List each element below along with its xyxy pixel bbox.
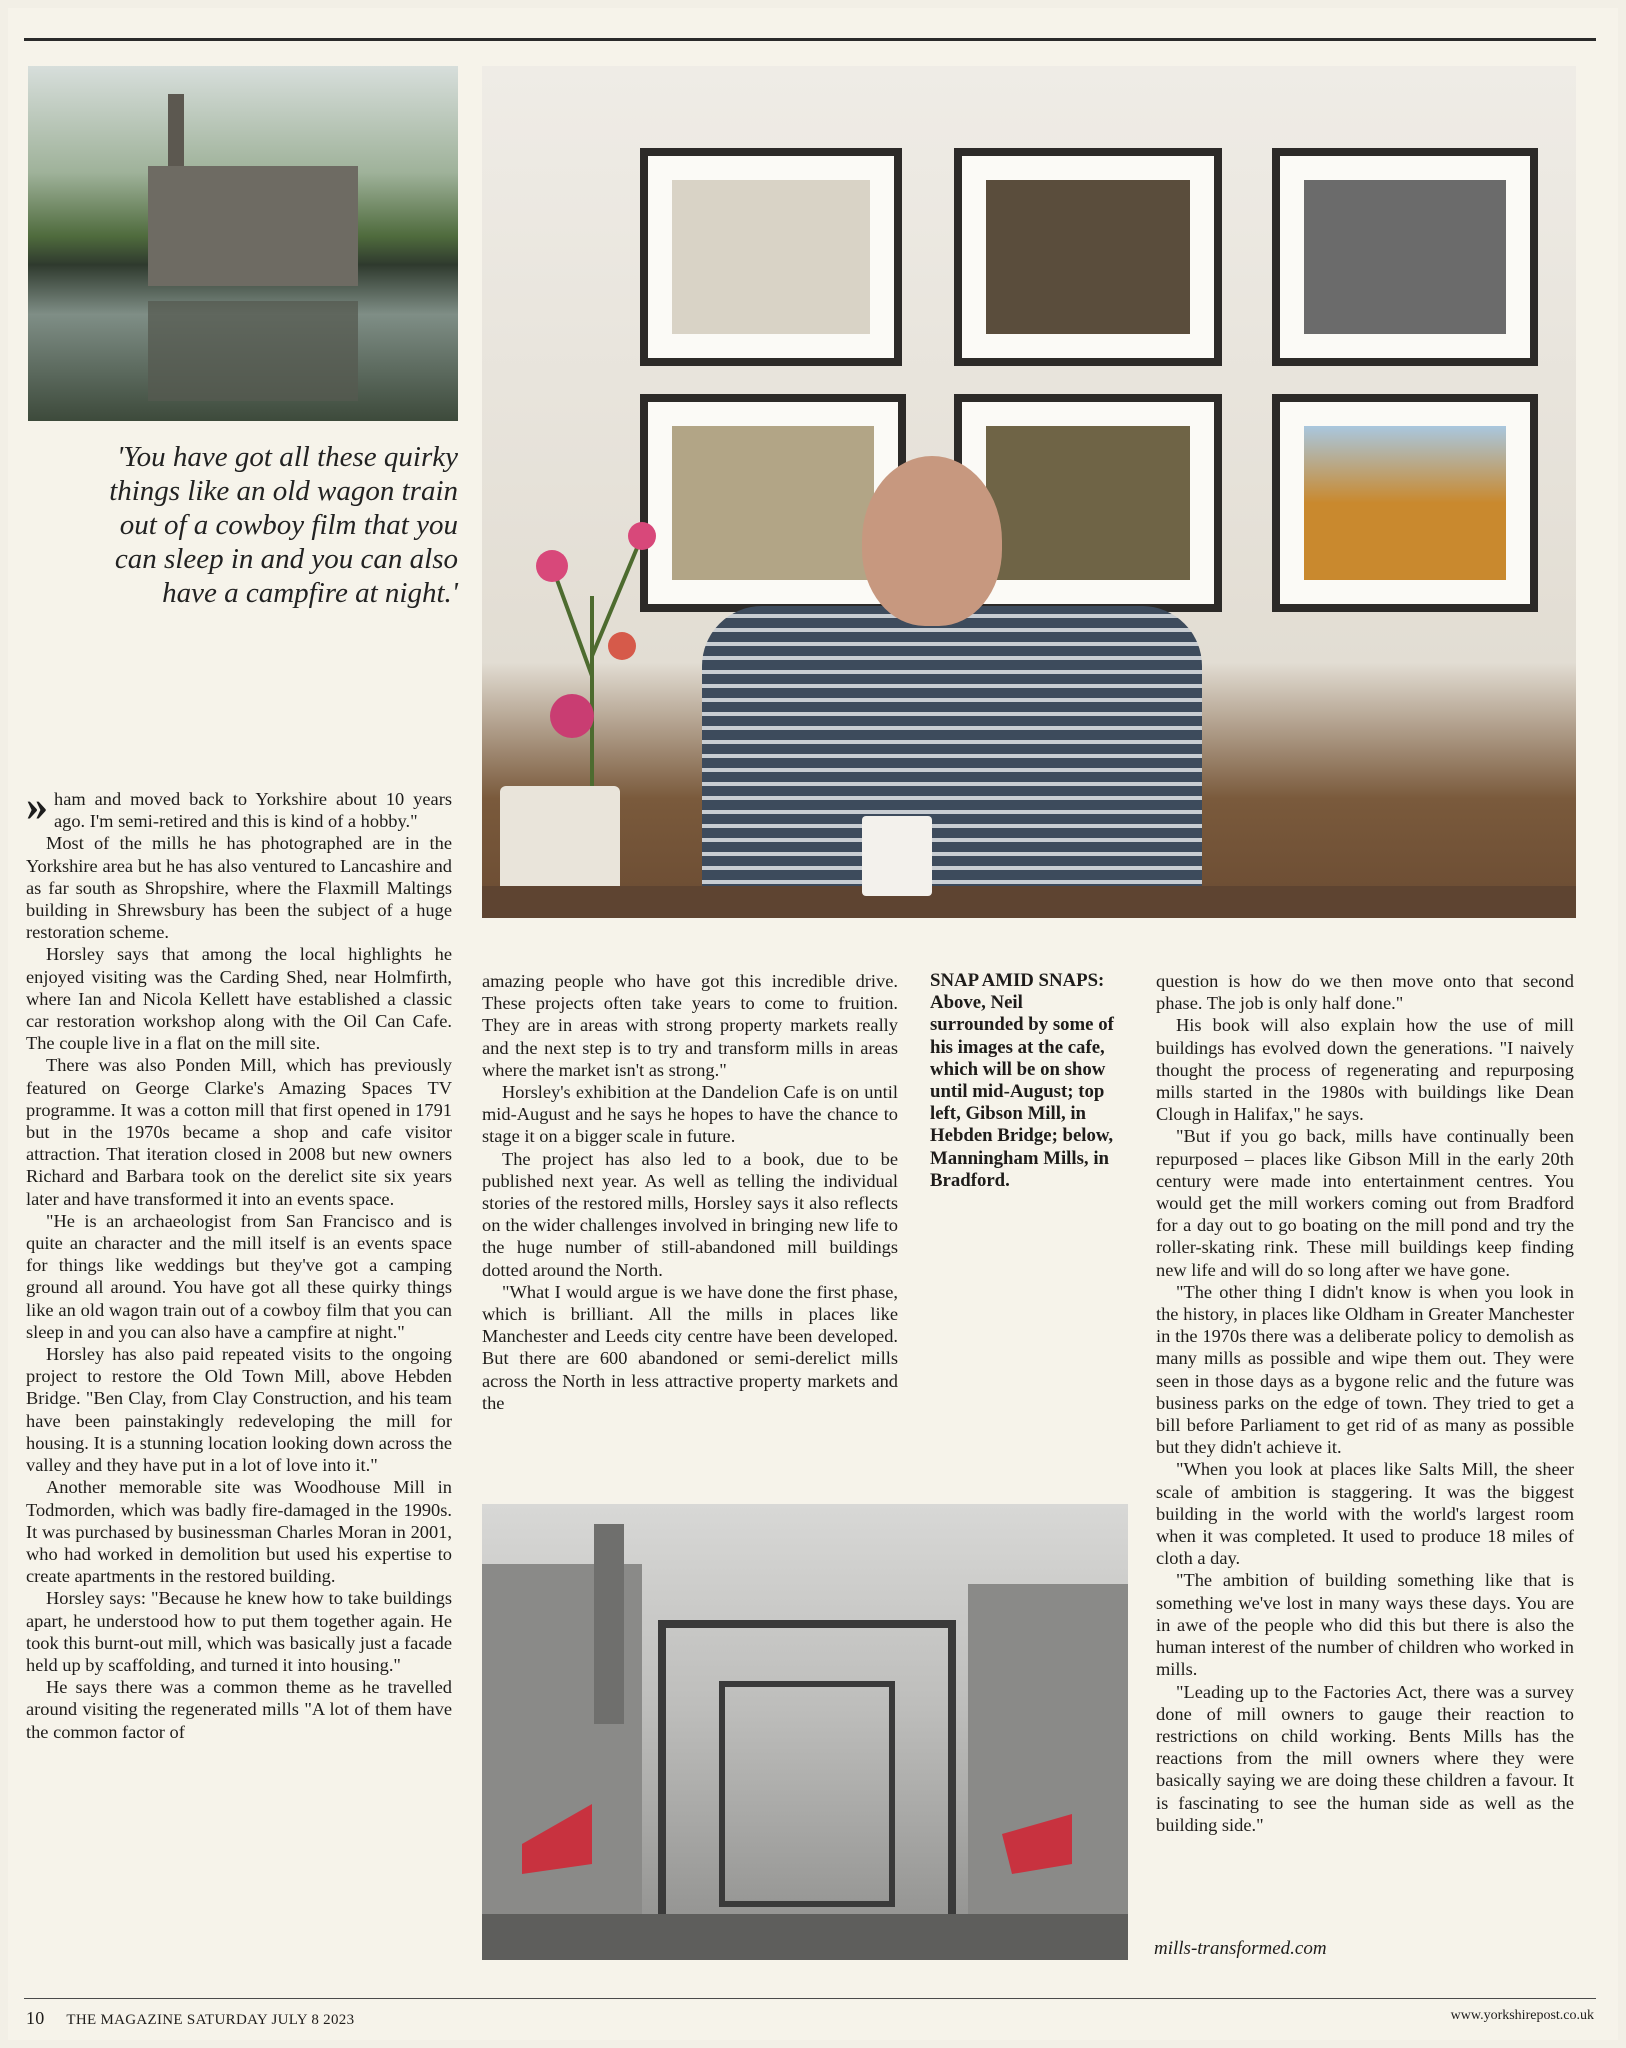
photo-caption: SNAP AMID SNAPS: Above, Neil surrounded by some of his images at the cafe, which will be on show until mid-August; top left, Gibson Mill, in Hebden Bridge; below, Manningham Mills, in Bradford. — [930, 970, 1114, 1191]
portrait-photo — [482, 66, 1576, 918]
article-column-4 — [1156, 970, 1574, 1836]
continuation-chevron-icon: » — [26, 781, 48, 830]
footer-left — [26, 2008, 354, 2029]
flower-plant — [522, 476, 672, 796]
column-1-para-5: "He is an archaeologist from San Francisco and is quite an character and the mill itself is an events space for things like weddings but they've got a camping ground all around. You have got all these quirky things like an old wagon train out of a cowboy film that you can sleep in and you can also have a campfire at night." — [26, 1210, 452, 1342]
column-1-para-4: There was also Ponden Mill, which has previously featured on George Clarke's Amazing Spaces TV programme. It was a cotton mill that first opened in 1791 but in the 1970s became a shop and cafe visitor attraction. That iteration closed in 2008 but new owners Richard and Barbara took on the derelict site six years later and have transformed it into an events space. — [26, 1055, 452, 1209]
man-head — [862, 456, 1002, 626]
mill-building — [148, 166, 358, 286]
column-4-para-7: "Leading up to the Factories Act, there was a survey done of mill owners to gauge their reaction to restrictions on child working. Bents Mills has the reactions from the mill owners where they were basically saying we are doing these children a favour. It is fascinating to see the human side as well as the building side." — [1156, 1681, 1574, 1835]
column-1-para-1: » ham and moved back to Yorkshire about 10 years ago. I'm semi-retired and this is kind of a hobby." — [26, 781, 452, 832]
article-column-2 — [482, 970, 898, 1414]
column-1-para-8: Horsley says: "Because he knew how to take buildings apart, he understood how to put them together again. He took this burnt-out mill, which was basically just a facade held up by scaffolding, and turned it into housing." — [26, 1588, 452, 1675]
website-link[interactable]: mills-transformed.com — [1154, 1938, 1327, 1959]
column-2-para-1: amazing people who have got this incredible drive. These projects often take years to come to fruition. They are in areas with strong property markets really and the next step is to try and transform mills in areas where the market isn't as strong." — [482, 971, 898, 1080]
manningham-mills-photo — [482, 1504, 1128, 1960]
gibson-mill-photo — [28, 66, 458, 421]
column-1-para-3: Horsley says that among the local highlights he enjoyed visiting was the Carding Shed, near Holmfirth, where Ian and Nicola Kellett have established a classic car restoration workshop along with the Oil Can Cafe. The couple live in a flat on the mill site. — [26, 944, 452, 1054]
wooden-table — [482, 886, 1576, 918]
column-4-para-6: "The ambition of building something like that is something we've lost in many ways these days. You are in awe of the people who did this but there is also the human interest of the number of children who worked in mills. — [1156, 1570, 1574, 1680]
framed-photo-machinery — [954, 148, 1222, 366]
column-4-para-5: "When you look at places like Salts Mill, the sheer scale of ambition is staggering. It was the biggest building in the world with the world's largest room when it was completed. It used to produce 18 miles of cloth a day. — [1156, 1459, 1574, 1569]
column-1-para-7: Another memorable site was Woodhouse Mill in Todmorden, which was badly fire-damaged in the 1990s. It was purchased by businessman Charles Moran in 2001, who had worked in demolition but used his expertise to create apartments in the restored building. — [26, 1477, 452, 1587]
column-4-para-4: "The other thing I didn't know is when you look in the history, in places like Oldham in Greater Manchester in the 1970s there was a deliberate policy to demolish as many mills as possible and wipe them out. They were seen in those days as a bygone relic and the future was business parks on the edge of town. They tried to get a bill before Parliament to get rid of as many as possible but they didn't achieve it. — [1156, 1281, 1574, 1458]
column-4-para-2: His book will also explain how the use of mill buildings has evolved down the generations. "I naively thought the process of regenerating and repurposing mills started in the 1980s with buildings like Dean Clough in Halifax," he says. — [1156, 1015, 1574, 1125]
column-1-para-9: He says there was a common theme as he travelled around visiting the regenerated mills "A lot of them have the common factor of — [26, 1677, 452, 1742]
man-shirt — [702, 606, 1202, 918]
pull-quote: 'You have got all these quirky things like an old wagon train out of a cowboy film that you can sleep in and you can also have a campfire at night.' — [109, 441, 458, 609]
article-column-1 — [26, 781, 452, 1743]
column-1-para-6: Horsley has also paid repeated visits to the ongoing project to restore the Old Town Mill, above Hebden Bridge. "Ben Clay, from Clay Construction, and his team have been painstakingly redeveloping the mill for housing. It is a stunning location looking down across the valley and they have put in a lot of love into it." — [26, 1344, 452, 1476]
column-2-para-3: The project has also led to a book, due to be published next year. As well as telling the individual stories of the restored mills, Horsley says it also reflects on the wider challenges involved in bringing new life to the huge number of still-abandoned mill buildings dotted around the North. — [482, 1148, 898, 1280]
column-2-para-4: "What I would argue is we have done the first phase, which is brilliant. All the mills in places like Manchester and Leeds city centre have been developed. But there are 600 abandoned or semi-derelict mills across the North in less attractive property markets and the — [482, 1281, 898, 1413]
publication-dateline: THE MAGAZINE SATURDAY JULY 8 2023 — [66, 2012, 355, 2028]
column-4-para-1: question is how do we then move onto that second phase. The job is only half done." — [1156, 971, 1574, 1014]
page-number: 10 — [26, 2008, 45, 2028]
column-2-para-2: Horsley's exhibition at the Dandelion Cafe is on until mid-August and he says he hopes to have the chance to stage it on a bigger scale in future. — [482, 1082, 898, 1147]
newspaper-page — [8, 8, 1618, 2040]
top-rule — [24, 38, 1596, 41]
column-1-para-2: Most of the mills he has photographed are in the Yorkshire area but he has also ventured to Lancashire and as far south as Shropshire, where the Flaxmill Maltings building in Shrewsbury has been the subject of a huge restoration scheme. — [26, 833, 452, 943]
framed-photo-portraits — [640, 148, 902, 366]
bottom-rule — [24, 1998, 1596, 1999]
framed-photo-building — [1272, 148, 1538, 366]
column-4-para-3: "But if you go back, mills have continually been repurposed – places like Gibson Mill in the early 20th century were made into entertainment centres. You would get the mill workers coming out from Bradford for a day out to go boating on the mill pond and try the roller-skating rink. These mill buildings keep finding new life and will do so long after we have gone. — [1156, 1126, 1574, 1280]
white-mug — [862, 816, 932, 896]
footer-website[interactable]: www.yorkshirepost.co.uk — [1450, 2008, 1594, 2023]
plant-pot — [500, 786, 620, 896]
framed-photo-facade — [1272, 394, 1538, 612]
mill-reflection — [148, 301, 358, 401]
